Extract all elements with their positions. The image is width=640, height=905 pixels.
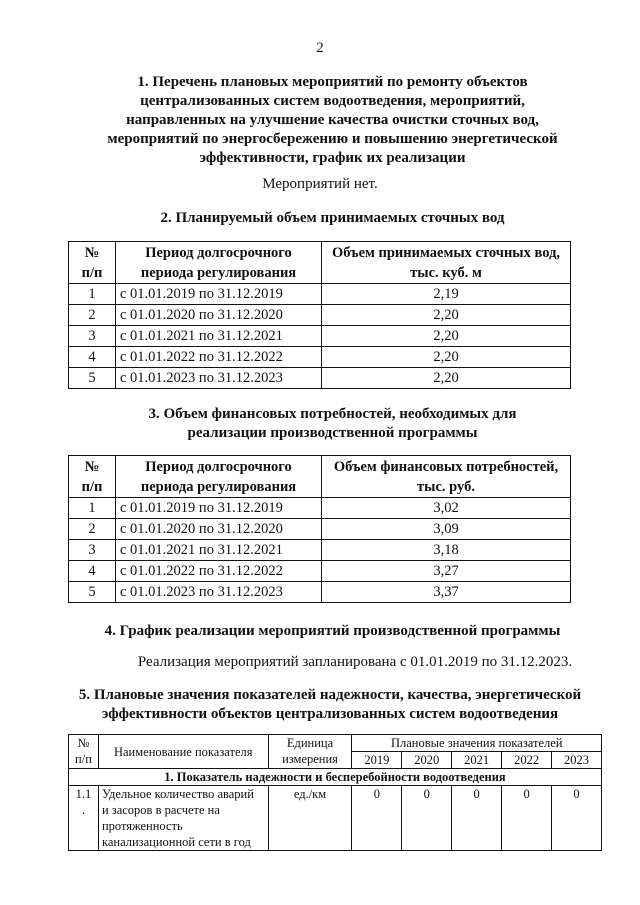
section1-title-line: 1. Перечень плановых мероприятий по ремонту объектов [137,74,528,90]
section1-title-line: мероприятий по энергосбережению и повышению энергетической [107,131,558,147]
header-year: 2019 [352,752,402,769]
section4-text: Реализация мероприятий запланирована с 01.01.2019 по 31.12.2023. [137,654,573,670]
subsection-row: 1. Показатель надежности и бесперебойности водоотведения [69,769,602,786]
table-row: 5 с 01.01.2023 по 31.12.2023 2,20 [69,368,571,389]
table-row: 1 с 01.01.2019 по 31.12.2019 3,02 [69,498,571,519]
header-indicator-name: Наименование показателя [98,735,268,769]
table-row: 3 с 01.01.2021 по 31.12.2021 2,20 [69,326,571,347]
table-row [69,786,602,851]
section3-title-line: реализации производственной программы [187,425,478,441]
row-value: 0 [402,786,452,851]
section5-title-line: 5. Плановые значения показателей надежности, качества, энергетической [78,687,582,703]
header-num: № п/п [69,735,99,769]
row-value: 0 [502,786,552,851]
header-year: 2023 [552,752,602,769]
section2-title: 2. Планируемый объем принимаемых сточных вод [160,210,505,226]
section5-title-line: эффективности объектов централизованных систем водоотведения [101,706,559,722]
section1-title-line: централизованных систем водоотведения, мероприятий, [140,93,525,109]
section4-title: 4. График реализации мероприятий производственной программы [104,623,561,639]
indicators-table [68,734,602,851]
header-period: Период долгосрочного периода регулирования [116,456,322,498]
row-value: 0 [452,786,502,851]
section3-title-line: 3. Объем финансовых потребностей, необходимых для [148,406,517,422]
header-volume: Объем принимаемых сточных вод, тыс. куб. м [322,242,571,284]
header-planned-values: Плановые значения показателей [352,735,602,752]
row-indicator-name: Удельное количество аварий и засоров в расчете на протяженность канализационной сети в год [98,786,268,851]
section1-note: Мероприятий нет. [262,176,378,192]
section1-title-line: эффективности, график их реализации [199,150,466,166]
wastewater-volume-table [68,241,571,389]
header-period: Период долгосрочного периода регулирования [116,242,322,284]
table-row: 4 с 01.01.2022 по 31.12.2022 2,20 [69,347,571,368]
section3-title [60,405,605,443]
header-num: № п/п [69,242,116,284]
section1-title-line: направленных на улучшение качества очистки сточных вод, [126,112,539,128]
header-finance: Объем финансовых потребностей, тыс. руб. [322,456,571,498]
table-row: 2 с 01.01.2020 по 31.12.2020 3,09 [69,519,571,540]
section5-title [50,686,610,724]
financial-needs-table [68,455,571,603]
row-unit: ед./км [268,786,352,851]
table-row: 2 с 01.01.2020 по 31.12.2020 2,20 [69,305,571,326]
header-year: 2020 [402,752,452,769]
header-year: 2021 [452,752,502,769]
row-num: 1.1 . [69,786,99,851]
page-number: 2 [316,40,324,56]
header-num: № п/п [69,456,116,498]
table-row: 3 с 01.01.2021 по 31.12.2021 3,18 [69,540,571,561]
table-row: 4 с 01.01.2022 по 31.12.2022 3,27 [69,561,571,582]
header-year: 2022 [502,752,552,769]
header-unit: Единица измерения [268,735,352,769]
section1-title [60,73,605,168]
row-value: 0 [352,786,402,851]
row-value: 0 [552,786,602,851]
table-row: 1 с 01.01.2019 по 31.12.2019 2,19 [69,284,571,305]
table-row: 5 с 01.01.2023 по 31.12.2023 3,37 [69,582,571,603]
